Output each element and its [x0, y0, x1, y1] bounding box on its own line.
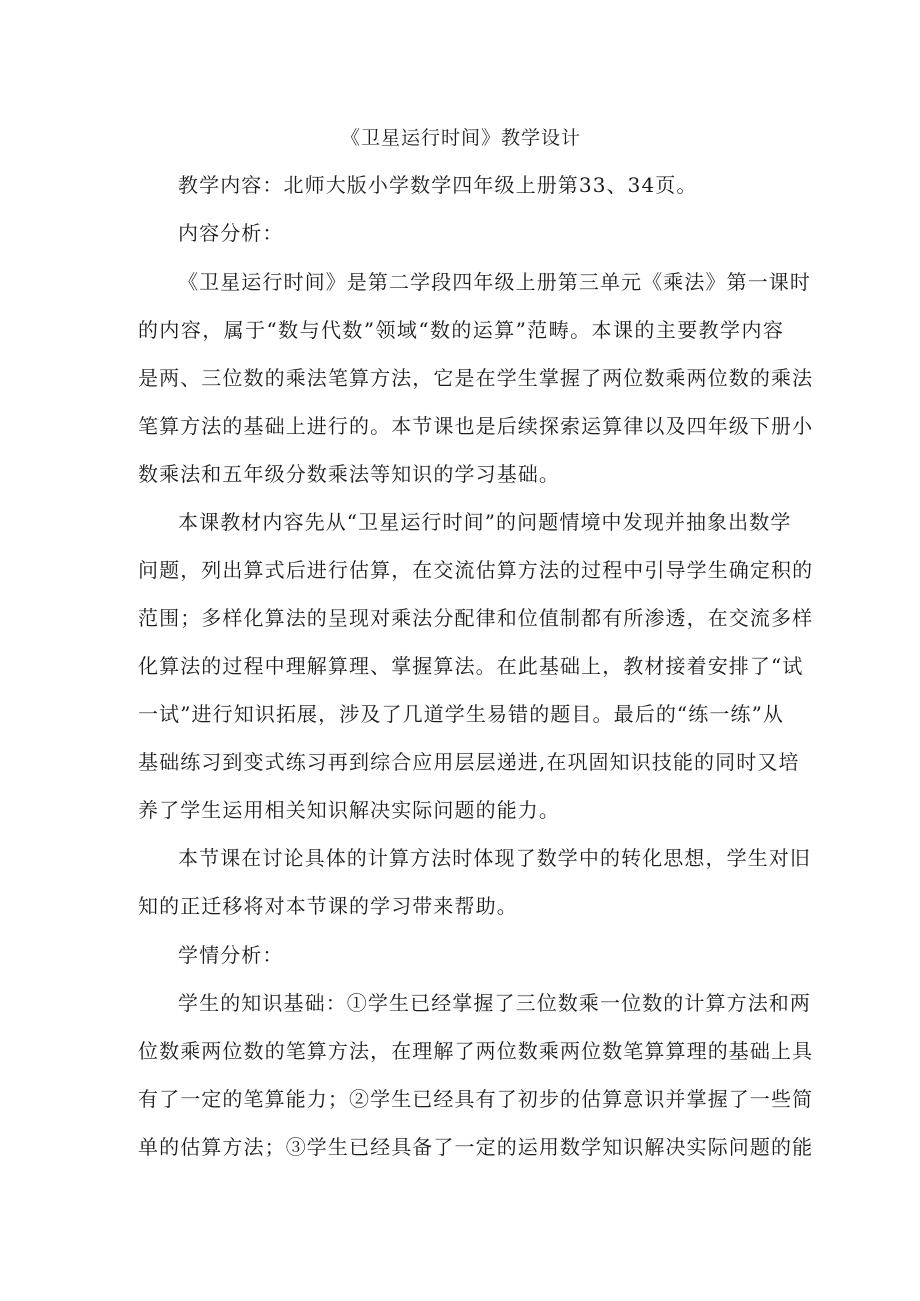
- paragraph-line: 化算法的过程中理解算理、掌握算法。在此基础上，教材接着安排了“试: [138, 654, 804, 678]
- paragraph-line: 范围；多样化算法的呈现对乘法分配律和位值制都有所渗透，在交流多样: [138, 606, 814, 630]
- paragraph-line: 《卫星运行时间》是第二学段四年级上册第三单元《乘法》第一课时: [178, 270, 811, 294]
- paragraph-line: 知的正迁移将对本节课的学习带来帮助。: [138, 894, 518, 918]
- student-analysis-heading: 学情分析：: [178, 943, 284, 967]
- paragraph-line: 数乘法和五年级分数乘法等知识的学习基础。: [138, 462, 560, 486]
- paragraph-line: 问题，列出算式后进行估算，在交流估算方法的过程中引导学生确定积的: [138, 558, 814, 582]
- paragraph-line: 养了学生运用相关知识解决实际问题的能力。: [138, 798, 560, 822]
- paragraph-line: 基础练习到变式练习再到综合应用层层递进,在巩固知识技能的同时又培: [138, 750, 800, 774]
- paragraph-line: 有了一定的笔算能力；②学生已经具有了初步的估算意识并掌握了一些简: [138, 1087, 814, 1111]
- paragraph-line: 单的估算方法；③学生已经具备了一定的运用数学知识解决实际问题的能: [138, 1135, 814, 1159]
- document-title: 《卫星运行时间》教学设计: [340, 127, 581, 149]
- paragraph-line: 一试”进行知识拓展，涉及了几道学生易错的题目。最后的“练一练”从: [138, 702, 784, 726]
- paragraph-line: 本节课在讨论具体的计算方法时体现了数学中的转化思想，学生对旧: [178, 846, 811, 870]
- content-analysis-heading: 内容分析：: [178, 221, 284, 245]
- paragraph-line: 笔算方法的基础上进行的。本节课也是后续探索运算律以及四年级下册小: [138, 414, 814, 438]
- paragraph-line: 的内容，属于“数与代数”领域“数的运算”范畴。本课的主要教学内容: [138, 318, 784, 342]
- paragraph-line: 学生的知识基础：①学生已经掌握了三位数乘一位数的计算方法和两: [178, 991, 811, 1015]
- paragraph-line: 是两、三位数的乘法笔算方法，它是在学生掌握了两位数乘两位数的乘法: [138, 366, 814, 390]
- paragraph-line: 本课教材内容先从“卫星运行时间”的问题情境中发现并抽象出数学: [178, 510, 792, 534]
- teaching-content-line: 教学内容：北师大版小学数学四年级上册第33、34页。: [178, 173, 698, 197]
- paragraph-line: 位数乘两位数的笔算方法，在理解了两位数乘两位数笔算算理的基础上具: [138, 1039, 814, 1063]
